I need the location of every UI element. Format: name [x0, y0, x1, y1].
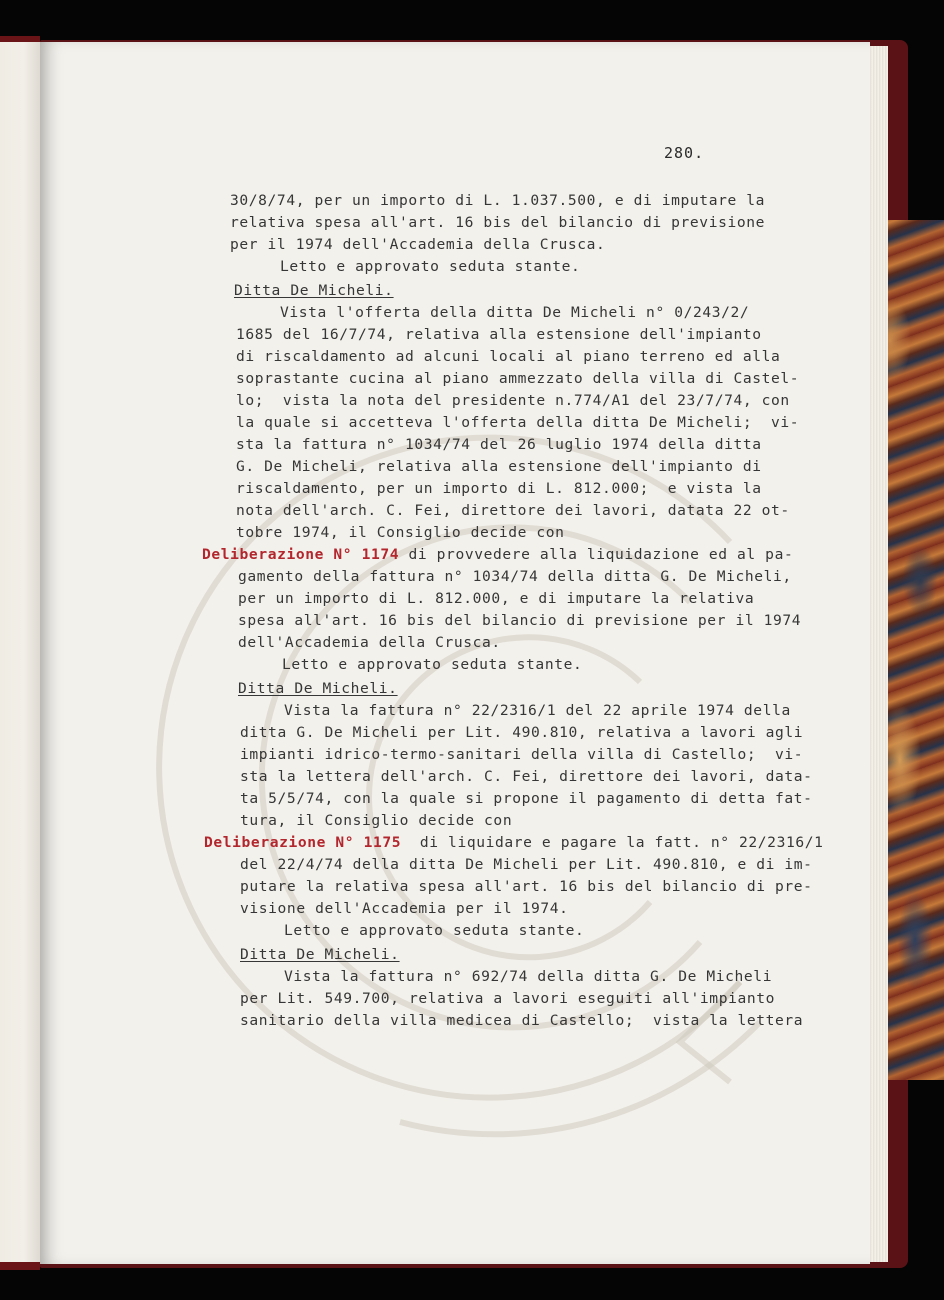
- line-text: Letto e approvato seduta stante.: [280, 258, 581, 275]
- line-text: per Lit. 549.700, relativa a lavori eseguiti all'impianto: [240, 990, 776, 1007]
- text-line: [236, 326, 762, 344]
- deliberation-number: Deliberazione N° 1175: [204, 834, 402, 851]
- text-line: [240, 768, 813, 786]
- line-text: spesa all'art. 16 bis del bilancio di previsione per il 1974: [238, 612, 802, 629]
- text-line: [240, 900, 569, 918]
- text-line: [280, 258, 580, 276]
- line-text: putare la relativa spesa all'art. 16 bis del bilancio di pre-: [240, 878, 813, 895]
- text-line: [236, 414, 799, 432]
- text-line: [236, 480, 762, 498]
- line-text: di provvedere alla liquidazione ed al pa-: [399, 546, 794, 563]
- text-line: [230, 192, 765, 210]
- line-text: tobre 1974, il Consiglio decide con: [236, 524, 565, 541]
- text-line: [240, 746, 803, 764]
- line-text: Vista l'offerta della ditta De Micheli n° 0/243/2/: [280, 304, 750, 321]
- section-heading: [240, 946, 400, 964]
- text-line: [238, 634, 501, 652]
- text-line: [236, 502, 790, 520]
- line-text: Ditta De Micheli.: [238, 680, 398, 697]
- line-text: soprastante cucina al piano ammezzato della villa di Castel-: [236, 370, 800, 387]
- text-line: [240, 990, 775, 1008]
- line-text: Letto e approvato seduta stante.: [284, 922, 585, 939]
- text-line: [236, 524, 565, 542]
- line-text: tura, il Consiglio decide con: [240, 812, 513, 829]
- text-line: [282, 656, 582, 674]
- line-text: nota dell'arch. C. Fei, direttore dei lavori, datata 22 ot-: [236, 502, 790, 519]
- line-text: ta 5/5/74, con la quale si propone il pagamento di detta fat-: [240, 790, 813, 807]
- line-text: di liquidare e pagare la fatt. n° 22/2316/1: [401, 834, 824, 851]
- text-line: [238, 590, 754, 608]
- line-text: Vista la fattura n° 22/2316/1 del 22 aprile 1974 della: [284, 702, 791, 719]
- section-heading: [238, 680, 398, 698]
- line-text: Letto e approvato seduta stante.: [282, 656, 583, 673]
- line-text: dell'Accademia della Crusca.: [238, 634, 501, 651]
- text-line: [240, 856, 813, 874]
- line-text: sta la lettera dell'arch. C. Fei, direttore dei lavori, data-: [240, 768, 813, 785]
- line-text: gamento della fattura n° 1034/74 della ditta G. De Micheli,: [238, 568, 792, 585]
- deliberation-line: [202, 546, 793, 564]
- text-line: [240, 790, 813, 808]
- line-text: ditta G. De Micheli per Lit. 490.810, relativa a lavori agli: [240, 724, 804, 741]
- text-line: [240, 812, 512, 830]
- left-page-edge: [0, 42, 40, 1264]
- page-stack-edge: [868, 46, 888, 1262]
- line-text: di riscaldamento ad alcuni locali al piano terreno ed alla: [236, 348, 781, 365]
- document-page: [40, 42, 870, 1264]
- text-line: [230, 214, 765, 232]
- text-line: [236, 370, 799, 388]
- line-text: visione dell'Accademia per il 1974.: [240, 900, 569, 917]
- text-line: [284, 922, 584, 940]
- line-text: per un importo di L. 812.000, e di imputare la relativa: [238, 590, 755, 607]
- line-text: 30/8/74, per un importo di L. 1.037.500, e di imputare la: [230, 192, 766, 209]
- line-text: Ditta De Micheli.: [234, 282, 394, 299]
- text-line: [238, 612, 801, 630]
- line-text: G. De Micheli, relativa alla estensione dell'impianto di: [236, 458, 762, 475]
- text-line: [238, 568, 792, 586]
- line-text: 1685 del 16/7/74, relativa alla estensione dell'impianto: [236, 326, 762, 343]
- text-line: [236, 392, 790, 410]
- page-number: 280.: [664, 144, 705, 162]
- line-text: la quale si accetteva l'offerta della ditta De Micheli; vi-: [236, 414, 800, 431]
- line-text: sta la fattura n° 1034/74 del 26 luglio 1974 della ditta: [236, 436, 762, 453]
- text-line: [240, 724, 803, 742]
- deliberation-line: [204, 834, 824, 852]
- text-line: [284, 702, 791, 720]
- line-text: riscaldamento, per un importo di L. 812.000; e vista la: [236, 480, 762, 497]
- line-text: per il 1974 dell'Accademia della Crusca.: [230, 236, 606, 253]
- line-text: lo; vista la nota del presidente n.774/A1 del 23/7/74, con: [236, 392, 790, 409]
- deliberation-number: Deliberazione N° 1174: [202, 546, 400, 563]
- text-line: [240, 1012, 803, 1030]
- text-line: [280, 304, 749, 322]
- line-text: Ditta De Micheli.: [240, 946, 400, 963]
- text-line: [236, 348, 780, 366]
- line-text: impianti idrico-termo-sanitari della villa di Castello; vi-: [240, 746, 804, 763]
- line-text: relativa spesa all'art. 16 bis del bilancio di previsione: [230, 214, 766, 231]
- line-text: Vista la fattura n° 692/74 della ditta G. De Micheli: [284, 968, 773, 985]
- text-line: [240, 878, 813, 896]
- section-heading: [234, 282, 394, 300]
- line-text: del 22/4/74 della ditta De Micheli per Lit. 490.810, e di im-: [240, 856, 813, 873]
- left-cover-edge-bottom: [0, 1262, 40, 1270]
- text-line: [284, 968, 772, 986]
- text-line: [236, 436, 762, 454]
- line-text: sanitario della villa medicea di Castello; vista la lettera: [240, 1012, 804, 1029]
- text-line: [230, 236, 605, 254]
- text-line: [236, 458, 762, 476]
